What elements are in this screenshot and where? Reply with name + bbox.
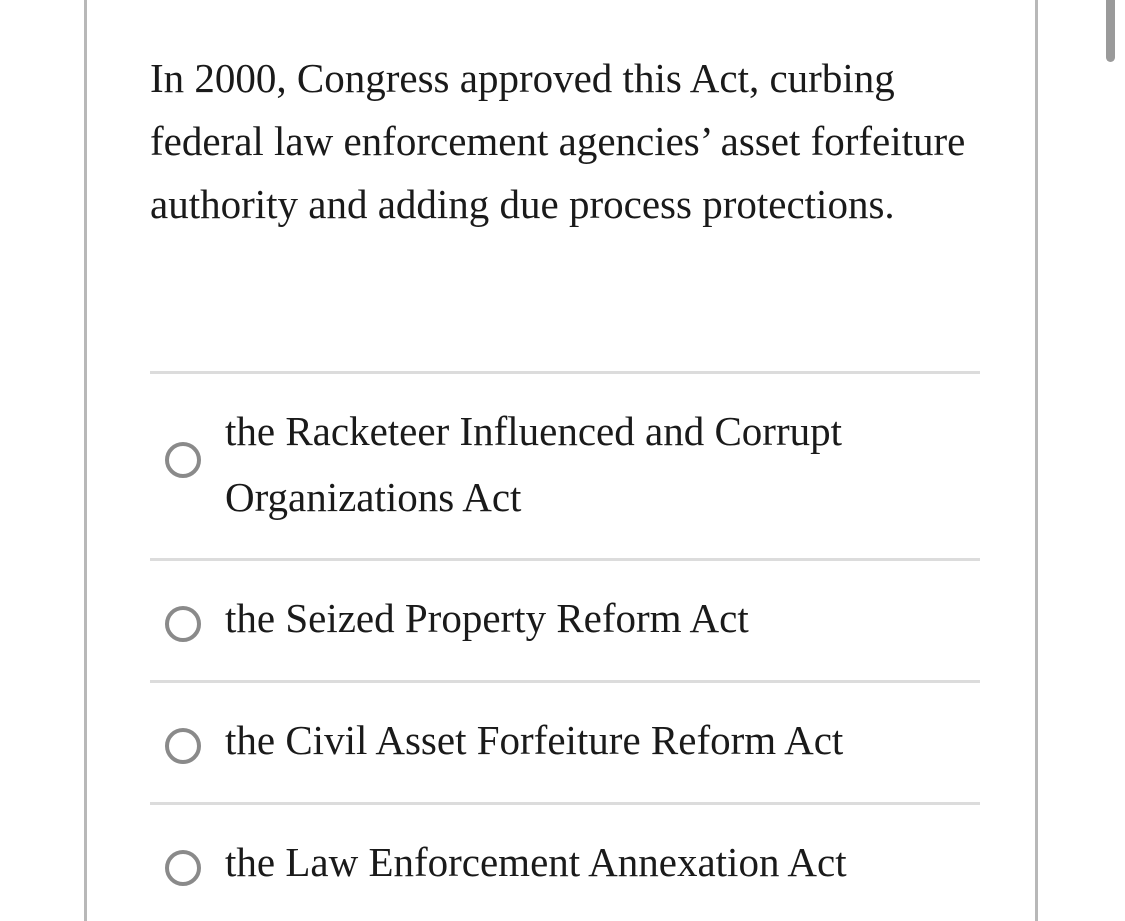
radio-unselected-icon[interactable] <box>165 442 201 478</box>
question-card <box>84 0 1038 921</box>
radio-unselected-icon[interactable] <box>165 728 201 764</box>
answer-choice-1[interactable] <box>150 374 980 558</box>
answer-choice-label[interactable]: the Seized Property Reform Act <box>225 595 749 641</box>
answer-choice-3[interactable] <box>150 683 980 802</box>
scrollbar-thumb[interactable] <box>1106 0 1115 62</box>
answer-choice-2[interactable] <box>150 561 980 680</box>
answer-choice-label[interactable]: the Law Enforcement Annexation Act <box>225 839 847 885</box>
question-text: In 2000, Congress approved this Act, curbing federal law enforcement agencies’ asset forfeiture authority and adding due process protections. <box>150 55 966 227</box>
answer-choices <box>150 371 980 915</box>
answer-choice-label[interactable]: the Civil Asset Forfeiture Reform Act <box>225 717 844 763</box>
answer-choice-label[interactable]: the Racketeer Influenced and Corrupt Organizations Act <box>225 408 843 520</box>
answer-choice-4[interactable] <box>150 805 980 915</box>
radio-unselected-icon[interactable] <box>165 606 201 642</box>
radio-unselected-icon[interactable] <box>165 850 201 886</box>
